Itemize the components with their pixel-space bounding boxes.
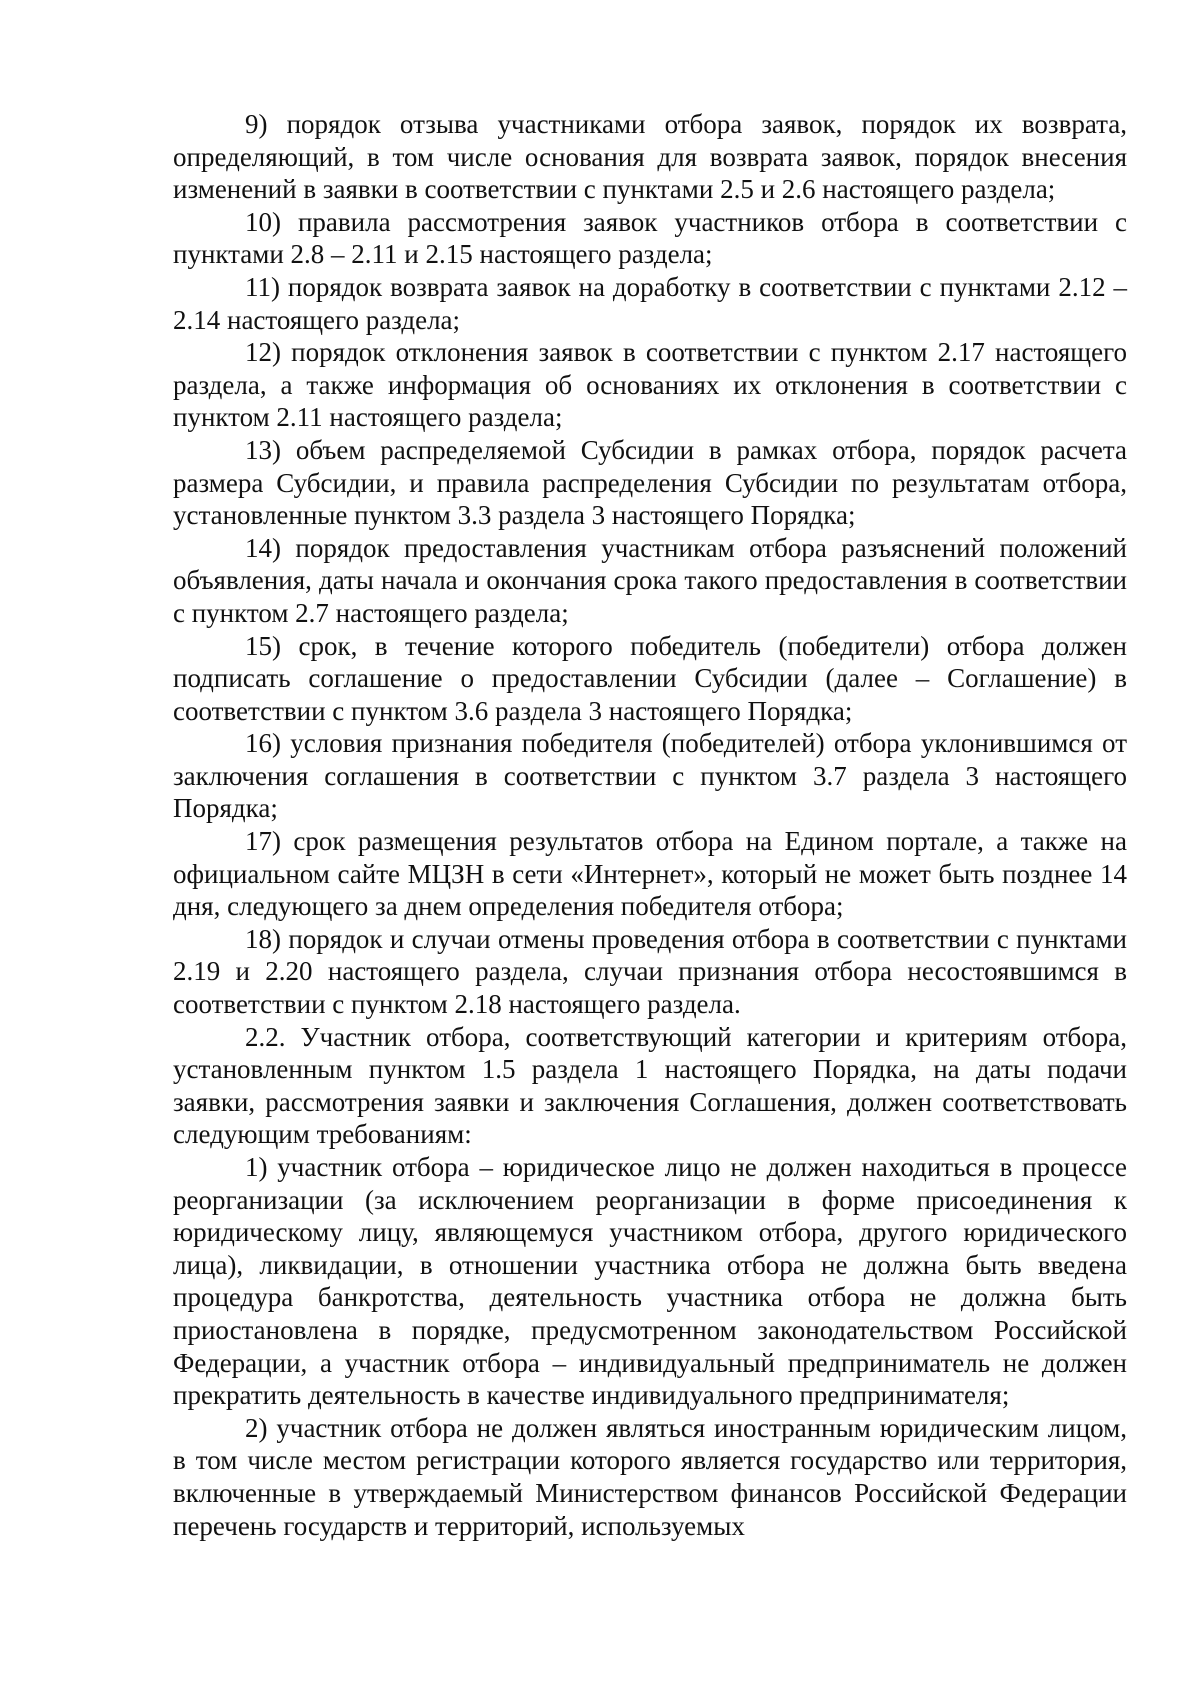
requirement-2-paragraph: 2) участник отбора не должен являться иностранным юридическим лицом, в том числе местом регистрации которого является государство или территория, включенные в утверждаемый Министерством финансов Российской Федерации перечень государств и территорий, используемых xyxy=(173,1412,1127,1541)
document-page xyxy=(173,108,1127,1542)
item-13-paragraph: 13) объем распределяемой Субсидии в рамках отбора, порядок расчета размера Субсидии, и правила распределения Субсидии по результатам отбора, установленные пунктом 3.3 раздела 3 настоящего Порядка; xyxy=(173,434,1127,531)
item-11-paragraph: 11) порядок возврата заявок на доработку в соответствии с пунктами 2.12 – 2.14 настоящего раздела; xyxy=(173,271,1127,335)
item-15-paragraph: 15) срок, в течение которого победитель (победители) отбора должен подписать соглашение о предоставлении Субсидии (далее – Соглашение) в соответствии с пунктом 3.6 раздела 3 настоящего Порядка; xyxy=(173,630,1127,726)
item-12-paragraph: 12) порядок отклонения заявок в соответствии с пунктом 2.17 настоящего раздела, а также информация об основаниях их отклонения в соответствии с пунктом 2.11 настоящего раздела; xyxy=(173,337,1127,433)
item-17-paragraph: 17) срок размещения результатов отбора на Едином портале, а также на официальном сайте МЦЗН в сети «Интернет», который не может быть позднее 14 дня, следующего за днем определения победителя отбора; xyxy=(173,826,1127,922)
requirement-1-paragraph: 1) участник отбора – юридическое лицо не должен находиться в процессе реорганизации (за исключением реорганизации в форме присоединения к юридическому лицу, являющемуся участником отбора, другого юридического лица), ликвидации, в отношении участника отбора не должна быть введена процедура банкротства, деятельность участника отбора не должна быть приостановлена в порядке, предусмотренном законодательством Российской Федерации, а участник отбора – индивидуальный предприниматель не должен прекратить деятельность в качестве индивидуального предпринимателя; xyxy=(173,1152,1127,1411)
item-10-paragraph: 10) правила рассмотрения заявок участников отбора в соответствии с пунктами 2.8 – 2.11 и 2.15 настоящего раздела; xyxy=(173,206,1127,270)
item-16-paragraph: 16) условия признания победителя (победителей) отбора уклонившимся от заключения соглашения в соответствии с пунктом 3.7 раздела 3 настоящего Порядка; xyxy=(173,728,1127,824)
section-2-2-paragraph: 2.2. Участник отбора, соответствующий категории и критериям отбора, установленным пунктом 1.5 раздела 1 настоящего Порядка, на даты подачи заявки, рассмотрения заявки и заключения Соглашения, должен соответствовать следующим требованиям: xyxy=(173,1021,1127,1150)
item-9-paragraph: 9) порядок отзыва участниками отбора заявок, порядок их возврата, определяющий, в том числе основания для возврата заявок, порядок внесения изменений в заявки в соответствии с пунктами 2.5 и 2.6 настоящего раздела; xyxy=(173,109,1127,205)
item-18-paragraph: 18) порядок и случаи отмены проведения отбора в соответствии с пунктами 2.19 и 2.20 настоящего раздела, случаи признания отбора несостоявшимся в соответствии с пунктом 2.18 настоящего раздела. xyxy=(173,923,1127,1020)
item-14-paragraph: 14) порядок предоставления участникам отбора разъяснений положений объявления, даты начала и окончания срока такого предоставления в соответствии с пунктом 2.7 настоящего раздела; xyxy=(173,532,1127,628)
